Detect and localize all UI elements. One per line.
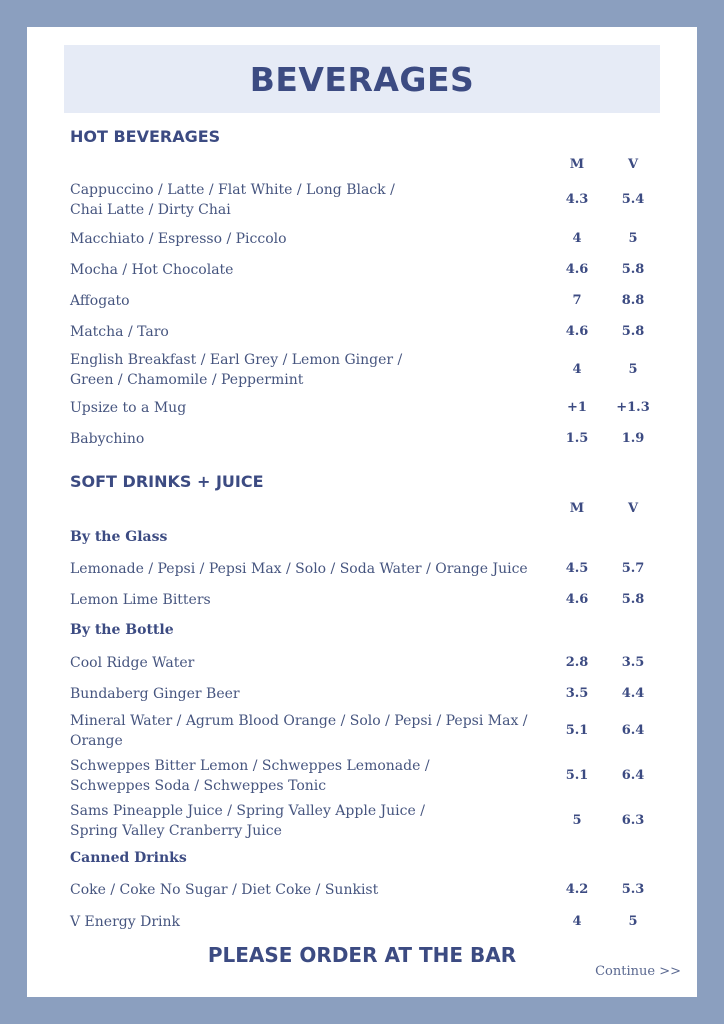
item-name: Babychino — [70, 431, 145, 447]
item-price-v: 5 — [628, 231, 638, 246]
item-name: Lemonade / Pepsi / Pepsi Max / Solo / Soda Water / Orange Juice — [70, 561, 528, 577]
item-price-m: 2.8 — [565, 655, 589, 670]
item-price-v: 5.3 — [621, 882, 645, 897]
canned-drinks-label: Canned Drinks — [70, 850, 187, 866]
item-price-m: 4.6 — [565, 262, 589, 277]
soft-drinks-heading: SOFT DRINKS + JUICE — [70, 472, 264, 491]
item-price-m: 4.6 — [565, 592, 589, 607]
title-banner — [64, 45, 660, 113]
item-price-m: 5 — [572, 813, 582, 828]
item-price-m: 4.6 — [565, 324, 589, 339]
soft-col-m: M — [569, 501, 585, 516]
item-name: English Breakfast / Earl Grey / Lemon Ginger / Green / Chamomile / Peppermint — [70, 352, 403, 388]
item-price-v: 8.8 — [621, 293, 645, 308]
item-name: Matcha / Taro — [70, 324, 169, 340]
item-price-v: 5.7 — [621, 561, 645, 576]
item-name: Upsize to a Mug — [70, 400, 187, 416]
item-price-m: 4.2 — [565, 882, 589, 897]
item-name: V Energy Drink — [70, 914, 180, 930]
item-price-v: 5 — [628, 914, 638, 929]
by-the-bottle-label: By the Bottle — [70, 622, 174, 638]
item-price-v: 3.5 — [621, 655, 645, 670]
item-price-m: 4.5 — [565, 561, 589, 576]
order-at-bar-notice: PLEASE ORDER AT THE BAR — [207, 943, 517, 967]
continue-link[interactable]: Continue >> — [595, 964, 681, 979]
item-price-m: +1 — [567, 400, 587, 415]
item-price-m: 4.3 — [565, 192, 589, 207]
item-name: Schweppes Bitter Lemon / Schweppes Lemonade / Schweppes Soda / Schweppes Tonic — [70, 758, 430, 794]
item-price-v: +1.3 — [616, 400, 650, 415]
page-title: BEVERAGES — [249, 59, 475, 99]
item-price-v: 6.4 — [621, 723, 645, 738]
item-price-v: 1.9 — [621, 431, 645, 446]
menu-page — [27, 27, 697, 997]
by-the-glass-label: By the Glass — [70, 529, 168, 545]
item-name: Macchiato / Espresso / Piccolo — [70, 231, 287, 247]
item-name: Mineral Water / Agrum Blood Orange / Solo / Pepsi / Pepsi Max / Orange — [70, 713, 528, 749]
soft-col-v: V — [627, 501, 639, 516]
item-name: Affogato — [70, 293, 130, 309]
item-price-v: 5.4 — [621, 192, 645, 207]
item-price-v: 6.4 — [621, 768, 645, 783]
item-price-v: 5.8 — [621, 592, 645, 607]
item-price-m: 4 — [572, 914, 582, 929]
item-price-v: 5.8 — [621, 324, 645, 339]
item-price-v: 5 — [628, 362, 638, 377]
item-name: Coke / Coke No Sugar / Diet Coke / Sunkist — [70, 882, 379, 898]
item-price-m: 5.1 — [565, 723, 589, 738]
item-price-m: 5.1 — [565, 768, 589, 783]
hot-col-m: M — [569, 157, 585, 172]
item-price-m: 4 — [572, 231, 582, 246]
item-price-v: 4.4 — [621, 686, 645, 701]
item-price-v: 6.3 — [621, 813, 645, 828]
item-price-m: 7 — [572, 293, 582, 308]
item-name: Mocha / Hot Chocolate — [70, 262, 234, 278]
hot-col-v: V — [627, 157, 639, 172]
item-name: Bundaberg Ginger Beer — [70, 686, 240, 702]
item-price-m: 4 — [572, 362, 582, 377]
item-name: Cool Ridge Water — [70, 655, 195, 671]
item-name: Sams Pineapple Juice / Spring Valley Apple Juice / Spring Valley Cranberry Juice — [70, 803, 425, 839]
item-price-m: 1.5 — [565, 431, 589, 446]
hot-beverages-heading: HOT BEVERAGES — [70, 127, 221, 146]
item-name: Cappuccino / Latte / Flat White / Long Black / Chai Latte / Dirty Chai — [70, 182, 395, 218]
item-name: Lemon Lime Bitters — [70, 592, 211, 608]
item-price-v: 5.8 — [621, 262, 645, 277]
item-price-m: 3.5 — [565, 686, 589, 701]
